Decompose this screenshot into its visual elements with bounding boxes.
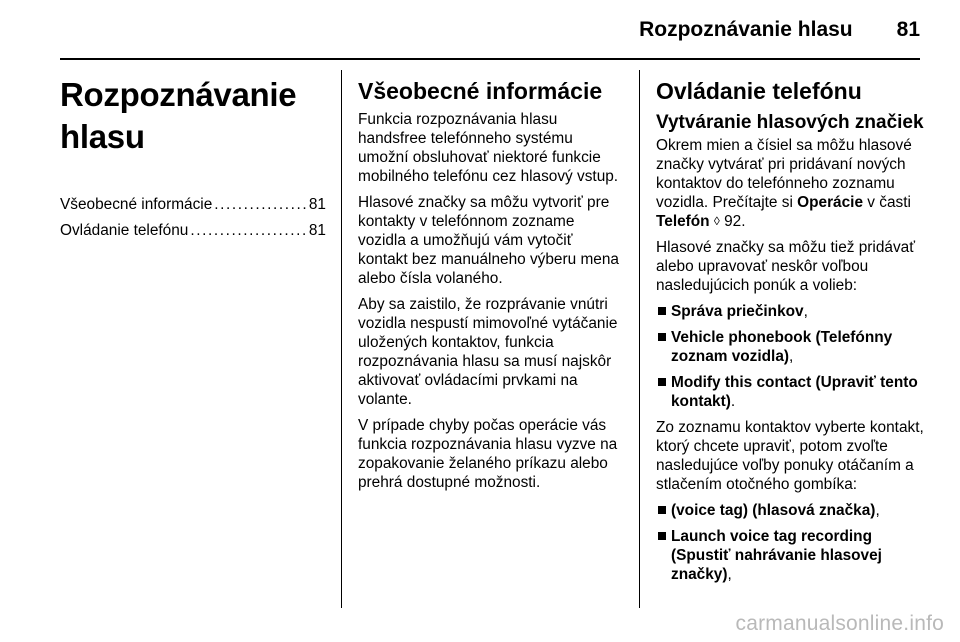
- column-2: [358, 72, 626, 499]
- paragraph: [656, 136, 924, 231]
- page-ref: 92.: [719, 213, 746, 230]
- toc-item[interactable]: [60, 218, 326, 244]
- column-3: [656, 72, 924, 591]
- paragraph: Hlasové značky sa môžu vytvoriť pre kontakty v telefónnom zozname vozidla a umožňujú vám vytočiť kontakt bez manuálneho výberu mena alebo čísla volaného.: [358, 194, 619, 287]
- list-item: [656, 373, 924, 411]
- paragraph: Hlasové značky sa môžu tiež pridávať alebo upravovať neskôr voľbou nasledujúcich ponúk a volieb:: [656, 239, 915, 294]
- menu-option: (voice tag) (hlasová značka): [671, 502, 876, 519]
- section-heading: Ovládanie telefónu: [656, 78, 862, 104]
- page-ref-icon: ◊: [713, 214, 720, 228]
- watermark: carmanualsonline.info: [735, 612, 944, 635]
- toc-leader: [214, 192, 307, 218]
- column-divider-2: [639, 70, 640, 608]
- page-number: 81: [896, 18, 920, 41]
- chapter-title: Rozpoznávanie hlasu: [60, 76, 297, 155]
- subsection-heading: Vytváranie hlasových značiek: [656, 112, 924, 133]
- list-item-punct: ,: [727, 566, 732, 583]
- intro-text: Okrem mien a čísiel sa môžu hlasové značky vytvárať pri pridávaní nových kontaktov do telefónneho zoznamu vozidla. Prečítajte si: [656, 137, 912, 211]
- list-item-punct: ,: [789, 348, 794, 365]
- column-1: [60, 72, 326, 244]
- toc-item-page: 81: [308, 196, 326, 213]
- toc-item-label: Ovládanie telefónu: [60, 222, 189, 239]
- list-item-punct: ,: [875, 502, 880, 519]
- list-item: [656, 328, 924, 366]
- toc-item-page: 81: [308, 222, 326, 239]
- paragraph: V prípade chyby počas operácie vás funkcia rozpoznávania hlasu vyzve na zopakovanie želaného príkazu alebo prehrá dostupné možnosti.: [358, 417, 618, 491]
- menu-option: Správa priečinkov: [671, 303, 804, 320]
- cross-ref-phone: Telefón: [656, 213, 710, 230]
- toc-item[interactable]: [60, 192, 326, 218]
- list-item: [656, 527, 924, 584]
- list-item: [656, 302, 924, 321]
- intro-mid: v časti: [863, 194, 911, 211]
- table-of-contents: [60, 192, 326, 244]
- header-rule: [60, 58, 920, 60]
- list-item: [656, 501, 924, 520]
- menu-option: Vehicle phonebook (Telefónny zoznam vozidla): [671, 329, 893, 365]
- paragraph: Funkcia rozpoznávania hlasu handsfree telefónneho systému umožní obsluhovať niektoré funkcie mobilného telefónu cez hlasový vstup.: [358, 111, 619, 185]
- menu-option: Launch voice tag recording (Spustiť nahrávanie hlasovej značky): [671, 528, 882, 583]
- cross-ref-operations: Operácie: [797, 194, 864, 211]
- running-head: [639, 18, 920, 42]
- list-item-punct: .: [730, 393, 736, 410]
- section-heading: Všeobecné informácie: [358, 78, 603, 104]
- column-divider-1: [341, 70, 342, 608]
- list-item-punct: ,: [803, 303, 808, 320]
- paragraph: Aby sa zaistilo, že rozprávanie vnútri vozidla nespustí mimovoľné vytáčanie uložených kontaktov, funkcia rozpoznávania hlasu sa musí najskôr aktivovať ovládacími prvkami na volante.: [358, 296, 618, 408]
- toc-item-label: Všeobecné informácie: [60, 196, 213, 213]
- running-head-title: Rozpoznávanie hlasu: [639, 18, 853, 41]
- menu-option: Modify this contact (Upraviť tento kontakt): [671, 374, 918, 410]
- toc-leader: [190, 218, 307, 244]
- paragraph: Zo zoznamu kontaktov vyberte kontakt, ktorý chcete upraviť, potom zvoľte nasledujúce voľby ponuky otáčaním a stlačením otočného gombíka:: [656, 419, 924, 493]
